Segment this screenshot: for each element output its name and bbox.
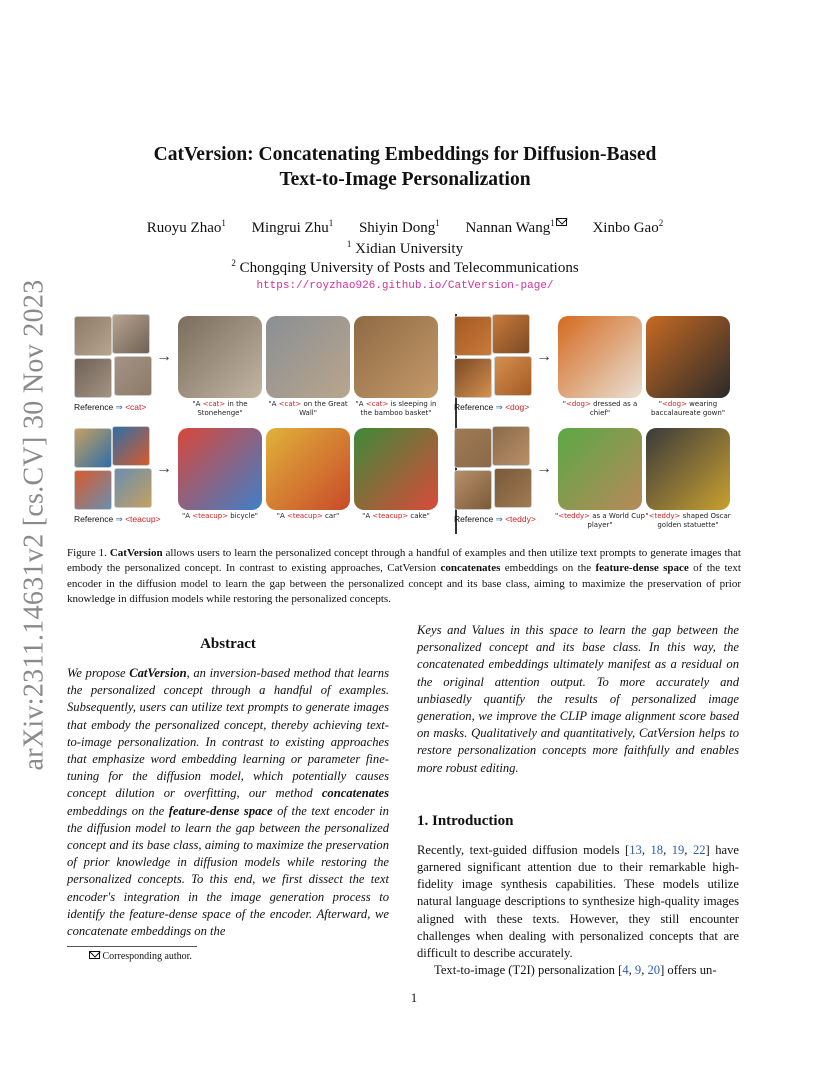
reference-thumbnail [494, 468, 532, 508]
reference-label: Reference ⇒ <dog> [454, 402, 530, 412]
introduction-paragraph: Text-to-image (T2I) personalization [4, 9, 20] offers un- [434, 963, 717, 978]
arxiv-stamp: arXiv:2311.14631v2 [cs.CV] 30 Nov 2023 [18, 279, 50, 771]
citation-link[interactable]: 18 [650, 842, 664, 857]
footnote: Corresponding author. [88, 951, 192, 962]
footnote-rule [67, 946, 197, 947]
reference-thumbnail [454, 428, 492, 468]
reference-thumbnail [112, 314, 150, 354]
prompt-caption: "A <cat> in the Stonehenge" [192, 400, 248, 417]
abstract-body: We propose CatVersion, an inversion-based method that learns the personalized concept through a handful of examples. Subsequently, users can utilize text prompts to generate images that embody the personalized concept, thereby achieving text-to-image personalization. In contrast to existing approaches that emphasize word embedding learning or parameter fine-tuning for the diffusion model, which potentially causes concept dilution or overfitting, our method concatenates embeddings on the feature-dense space of the text encoder in the diffusion model to learn the gap between the personalized concept and its base class, aiming to maximize the preservation of prior knowledge in diffusion models while restoring the personalized concepts. To this end, we first dissect the text encoder's integration in the image generation process to identify the feature-dense space of the encoder. Afterward, we concatenate embeddings on the [67, 666, 389, 939]
generated-image [646, 428, 730, 510]
generated-image [178, 316, 262, 398]
generated-image [646, 316, 730, 398]
reference-thumbnail [114, 468, 152, 508]
author: Ruoyu Zhao$^1$ [146, 218, 226, 236]
reference-label: Reference ⇒ <teacup> [74, 514, 161, 524]
double-arrow-icon: ⇒ [495, 402, 506, 412]
reference-thumbnail [74, 316, 112, 356]
reference-thumbnail [492, 314, 530, 354]
paper-title [100, 142, 710, 192]
page-number: 1 [410, 991, 418, 1005]
reference-thumbnail [114, 356, 152, 396]
prompt-caption: "<teddy> shaped Oscar golden statuette" [645, 512, 731, 529]
reference-label: Reference ⇒ <teddy> [454, 514, 536, 524]
reference-thumbnail [454, 316, 492, 356]
prompt-caption: "A <teacup> bicycle" [182, 512, 258, 520]
prompt-caption: "<dog> wearing baccalaureate gown" [650, 400, 726, 417]
introduction-heading: 1. Introduction [417, 812, 514, 829]
author: Nannan Wang$^1$ [465, 220, 566, 236]
double-arrow-icon: ⇒ [495, 514, 506, 524]
prompt-caption: "A <teacup> car" [276, 512, 340, 520]
author: Mingrui Zhu$^1$ [251, 218, 334, 236]
introduction-paragraph: Recently, text-guided diffusion models [13, 18, 19, 22] have garnered significant attention due to their remarkable high-fidelity image synthesis capabilities. These models utilize natural language descriptions to synthesize high-quality images aligned with these texts. However, they still encounter challenges when dealing with personalized concepts that are difficult to describe accurately. [417, 842, 739, 961]
citation-link[interactable]: 13 [629, 842, 642, 857]
left-column [67, 636, 389, 940]
arrow-right-icon: → [536, 460, 552, 477]
generated-image [558, 316, 642, 398]
abstract-continuation: Keys and Values in this space to learn the gap between the personalized concept and its base class. In this way, the concatenated embeddings ultimately manifest as a residual on the original attention output. To more accurately and unbiasedly quantify the results of personalized image generation, we improve the CLIP image alignment score based on masks. Qualitatively and quantitatively, CatVersion helps to restore personalization concepts more faithfully and enables more robust editing. [417, 623, 739, 775]
generated-image [558, 428, 642, 510]
citation-link[interactable]: 20 [647, 963, 661, 978]
citation-link[interactable]: 9 [634, 963, 642, 978]
reference-thumbnail [74, 428, 112, 468]
prompt-caption: "A <cat> is sleeping in the bamboo basket" [355, 400, 437, 417]
generated-image [266, 316, 350, 398]
right-column [417, 622, 739, 979]
generated-image [266, 428, 350, 510]
arrow-right-icon: → [156, 460, 172, 477]
generated-image [354, 428, 438, 510]
envelope-icon [556, 218, 567, 226]
citation-link[interactable]: 4 [622, 963, 629, 978]
reference-thumbnail [112, 426, 150, 466]
author: Shiyin Dong$^1$ [358, 218, 440, 236]
reference-thumbnail [74, 470, 112, 510]
prompt-caption: "<dog> dressed as a chief" [562, 400, 638, 417]
title-line-2: Text-to-Image Personalization [279, 169, 531, 190]
figure-caption: Figure 1. CatVersion allows users to learn the personalized concept through a handful of examples and then utilize text prompts to generate images that embody the personalized concept. In contrast to existing approaches, CatVersion concatenates embeddings on the feature-dense space of the text encoder in the diffusion model to learn the gap between the personalized concept and its base class, aiming to maximize the preservation of prior knowledge in diffusion models while restoring the personalized concepts. [67, 547, 741, 605]
teaser-figure [72, 314, 740, 534]
double-arrow-icon: ⇒ [115, 402, 126, 412]
prompt-caption: "A <cat> on the Great Wall" [268, 400, 348, 417]
reference-thumbnail [492, 426, 530, 466]
reference-thumbnail [494, 356, 532, 396]
double-arrow-icon: ⇒ [115, 514, 126, 524]
citation-link[interactable]: 19 [671, 842, 685, 857]
generated-image [354, 316, 438, 398]
reference-thumbnail [74, 358, 112, 398]
affiliation-2: $^2$ Chongqing University of Posts and Telecommunications [231, 258, 579, 276]
author-list [100, 218, 710, 237]
prompt-caption: "<teddy> as a World Cup player" [554, 512, 645, 529]
author: Xinbo Gao$^2$ [592, 218, 664, 236]
prompt-caption: "A <teacup> cake" [362, 512, 430, 520]
affiliation-1: $^1$ Xidian University [346, 239, 464, 257]
project-link[interactable]: https://royzhao926.github.io/CatVersion-page/ [256, 280, 554, 292]
generated-image [178, 428, 262, 510]
arrow-right-icon: → [536, 348, 552, 365]
citation-link[interactable]: 22 [692, 842, 706, 857]
abstract-heading: Abstract [200, 636, 256, 652]
reference-thumbnail [454, 470, 492, 510]
reference-thumbnail [454, 358, 492, 398]
envelope-icon [89, 951, 100, 959]
title-line-1: CatVersion: Concatenating Embeddings for Diffusion-Based [153, 144, 657, 165]
arrow-right-icon: → [156, 348, 172, 365]
reference-label: Reference ⇒ <cat> [74, 402, 147, 412]
